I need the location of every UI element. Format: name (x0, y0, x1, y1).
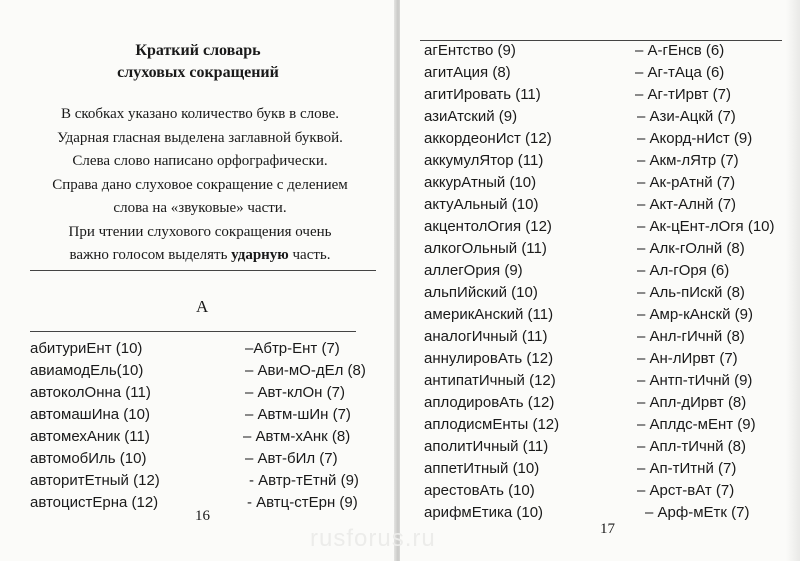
entry-word: аккордеонИст (12) (424, 130, 552, 147)
entry-abbreviation: – А-гЕнсв (6) (635, 42, 725, 59)
entry-word: аналогИчный (11) (424, 328, 548, 345)
entry-abbreviation: – Аль-пИскй (8) (637, 284, 745, 301)
watermark: rusforus.ru (310, 525, 436, 552)
entry-abbreviation: – Автм-шИн (7) (245, 406, 351, 423)
dictionary-subtitle: слуховых сокращений (117, 64, 279, 81)
separator-rule (30, 270, 376, 271)
entry-word: автоколОнна (11) (30, 384, 151, 401)
entry-abbreviation: – Алк-гОлнй (8) (637, 240, 745, 257)
entry-word: аплодисмЕнты (12) (424, 416, 560, 433)
entry-abbreviation: – Арф-мЕтк (7) (645, 504, 750, 521)
entry-word: абитуриЕнт (10) (30, 340, 143, 357)
entry-word: автомехАник (11) (30, 428, 150, 445)
intro-line: Справа дано слуховое сокращение с делением (52, 176, 348, 193)
dictionary-entry (424, 62, 784, 84)
dictionary-entry (424, 282, 784, 304)
dictionary-entry (424, 414, 784, 436)
entry-word: арестовАть (10) (424, 482, 535, 499)
entry-word: авторитЕтный (12) (30, 472, 160, 489)
dictionary-entry (424, 128, 784, 150)
page-number: 17 (600, 521, 615, 537)
entry-word: антипатИчный (12) (424, 372, 556, 389)
dictionary-entry (424, 480, 784, 502)
dictionary-entry (424, 392, 784, 414)
entry-word: аккумулЯтор (11) (424, 152, 544, 169)
left-page (0, 0, 396, 561)
dictionary-entry (424, 194, 784, 216)
dictionary-entry (30, 426, 380, 448)
entry-word: автомобИль (10) (30, 450, 147, 467)
dictionary-entry (30, 338, 380, 360)
dictionary-entry (424, 84, 784, 106)
entry-abbreviation: – Аг-тИрвт (7) (635, 86, 731, 103)
entry-word: агитИровать (11) (424, 86, 541, 103)
entry-abbreviation: – Антп-тИчнй (9) (637, 372, 753, 389)
entry-word: аккурАтный (10) (424, 174, 537, 191)
entry-abbreviation: – Анл-гИчнй (8) (637, 328, 745, 345)
entry-word: агитАция (8) (424, 64, 511, 81)
entry-word: америкАнский (11) (424, 306, 554, 323)
entry-abbreviation: – Апл-дИрвт (8) (637, 394, 747, 411)
entry-word: арифмЕтика (10) (424, 504, 544, 521)
intro-line: В скобках указано количество букв в слове. (60, 106, 340, 122)
entry-word: алкогОльный (11) (424, 240, 547, 257)
dictionary-entry (30, 382, 380, 404)
entry-word: аплодировАть (12) (424, 394, 555, 411)
dictionary-entry (30, 360, 380, 382)
entry-word: аллегОрия (9) (424, 262, 523, 279)
intro-bold-word: ударную (231, 247, 289, 263)
separator-rule (30, 331, 356, 332)
dictionary-entry (424, 172, 784, 194)
dictionary-entry (424, 150, 784, 172)
entry-word: аннулировАть (12) (424, 350, 554, 367)
entry-abbreviation: – Ази-Ацкй (7) (637, 108, 736, 125)
entry-word: альпИйский (10) (424, 284, 538, 301)
entry-abbreviation: – Арст-вАт (7) (637, 482, 735, 499)
entry-abbreviation: – Ал-гОря (6) (637, 262, 730, 279)
entry-abbreviation: – Автм-хАнк (8) (243, 428, 351, 445)
entry-word: автоцистЕрна (12) (30, 494, 159, 511)
entry-word: азиАтский (9) (424, 108, 518, 125)
section-letter: А (196, 297, 209, 316)
entry-abbreviation: – Авт-бИл (7) (245, 450, 338, 467)
entry-word: агЕнтство (9) (424, 42, 516, 59)
entry-abbreviation: - Автц-стЕрн (9) (247, 494, 358, 511)
entry-abbreviation: – Ан-лИрвт (7) (637, 350, 738, 367)
dictionary-entry (424, 436, 784, 458)
entry-abbreviation: –Абтр-Ент (7) (245, 340, 340, 357)
intro-line: Слева слово написано орфографически. (72, 153, 328, 169)
dictionary-entry (424, 40, 784, 62)
dictionary-entry (30, 448, 380, 470)
entry-abbreviation: – Аплдс-мЕнт (9) (637, 416, 756, 433)
entry-word: аппетИтный (10) (424, 460, 540, 477)
entry-abbreviation: – Ак-рАтнй (7) (637, 174, 736, 191)
dictionary-entry (424, 348, 784, 370)
dictionary-entry (424, 458, 784, 480)
dictionary-entry (424, 304, 784, 326)
intro-last-suffix: часть. (288, 247, 331, 263)
page-edge-shadow (786, 0, 800, 561)
entry-abbreviation: – Апл-тИчнй (8) (637, 438, 747, 455)
entry-word: актуАльный (10) (424, 196, 539, 213)
entry-abbreviation: – Авт-клОн (7) (245, 384, 345, 401)
entry-word: аполитИчный (11) (424, 438, 549, 455)
intro-line: При чтении слухового сокращения очень (68, 223, 332, 240)
entry-abbreviation: – Ак-цЕнт-лОгя (10) (637, 218, 775, 235)
dictionary-entry (424, 106, 784, 128)
page-number: 16 (195, 508, 210, 524)
intro-line-last (30, 244, 370, 268)
dictionary-entry (424, 216, 784, 238)
intro-line: слова на «звуковые» части. (113, 200, 287, 216)
entry-word: акцентолОгия (12) (424, 218, 552, 235)
dictionary-entry (424, 370, 784, 392)
entry-abbreviation: – Ап-тИтнй (7) (637, 460, 737, 477)
entry-abbreviation: – Акм-лЯтр (7) (637, 152, 739, 169)
entry-abbreviation: – Амр-кАнскй (9) (637, 306, 753, 323)
entry-abbreviation: – Акорд-нИст (9) (637, 130, 753, 147)
dictionary-title: Краткий словарь (135, 42, 261, 59)
intro-paragraph (30, 103, 370, 268)
dictionary-entry (424, 260, 784, 282)
entry-abbreviation: – Аг-тАца (6) (635, 64, 725, 81)
dictionary-entry (30, 470, 380, 492)
dictionary-entry (424, 238, 784, 260)
intro-line: Ударная гласная выделена заглавной буквой. (57, 129, 343, 146)
entry-word: авиамодЕль(10) (30, 362, 144, 379)
intro-last-prefix: важно голосом выделять (69, 247, 232, 263)
entry-word: автомашИна (10) (30, 406, 150, 423)
entry-abbreviation: - Автр-тЕтнй (9) (249, 472, 359, 489)
entry-abbreviation: – Ави-мО-дЕл (8) (245, 362, 366, 379)
dictionary-entry (30, 404, 380, 426)
dictionary-entry (424, 326, 784, 348)
entry-abbreviation: – Акт-Алнй (7) (637, 196, 737, 213)
